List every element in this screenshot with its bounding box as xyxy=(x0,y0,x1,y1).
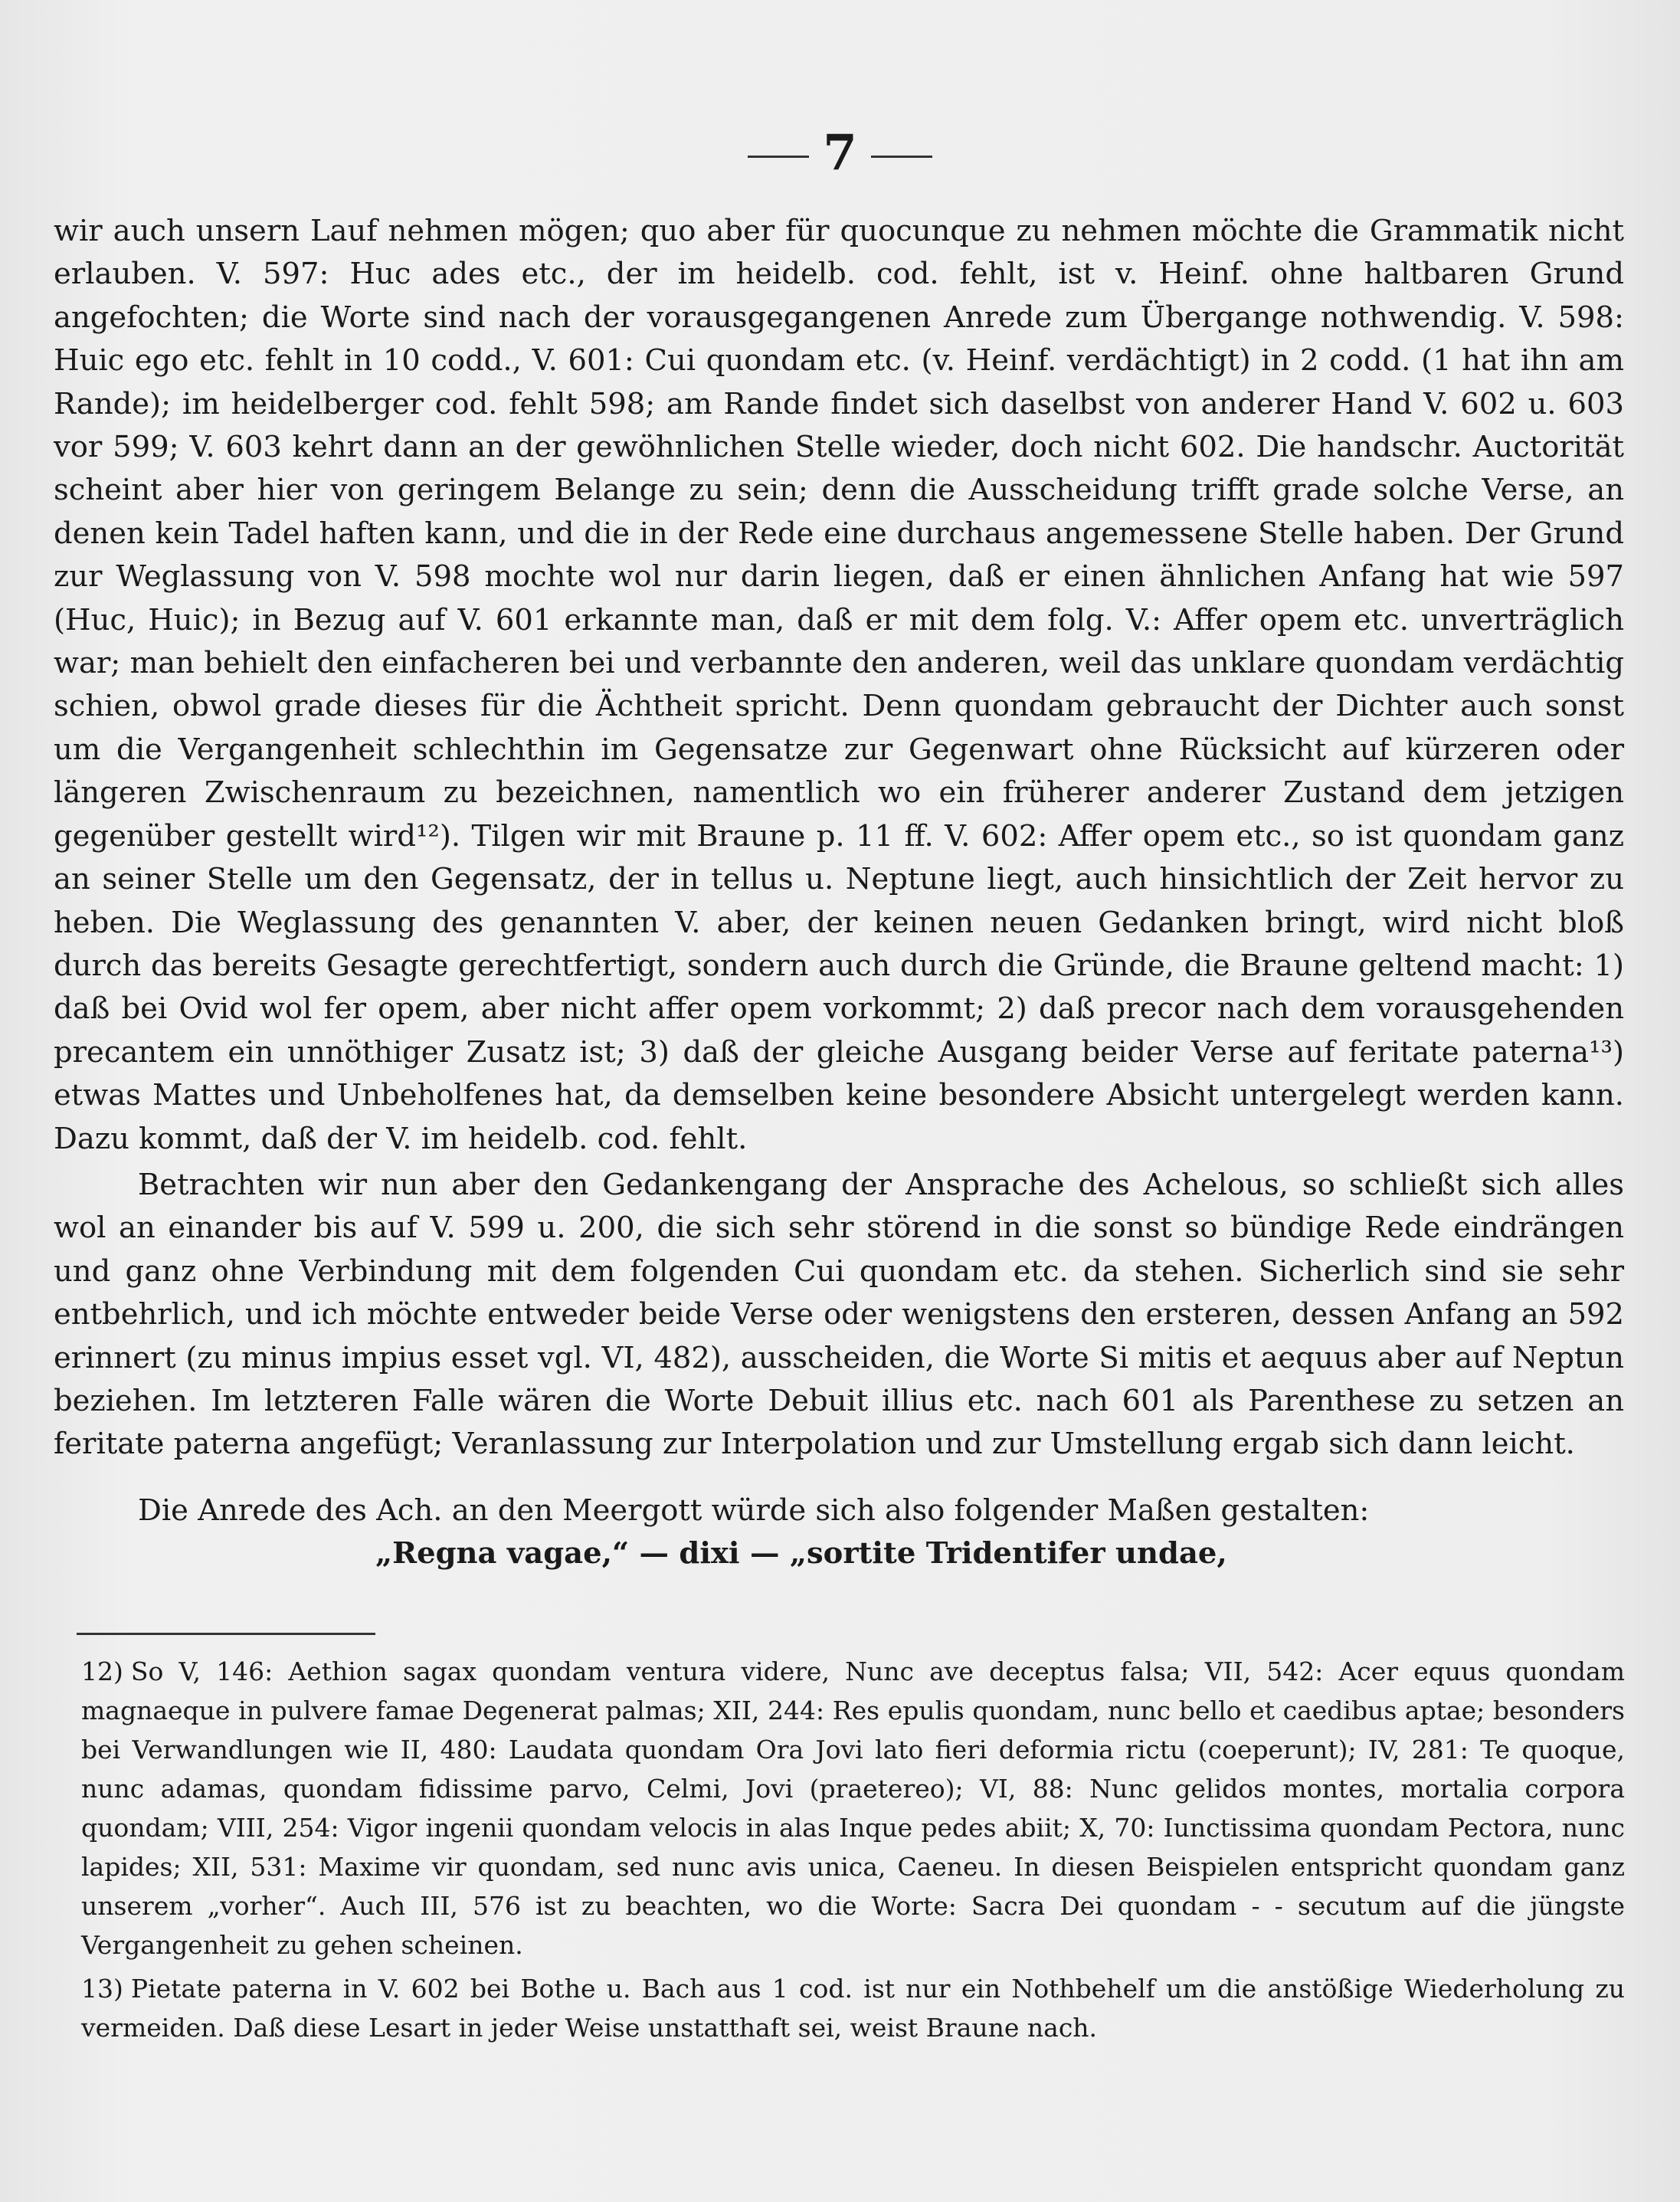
page-header xyxy=(0,124,1680,182)
footnote-13 xyxy=(81,1969,1625,2047)
paragraph-2: Betrachten wir nun aber den Gedankengang der Ansprache des Achelous, so schließt sich alles wol an einander bis auf V. 599 u. 200, die sich sehr störend in die sonst so bündige Rede eindrängen und ganz ohne Verbindung mit dem folgenden Cui quondam etc. da stehen. Sicherlich sind sie sehr entbehrlich, und ich möchte entweder beide Verse oder wenigstens den ersteren, dessen Anfang an 592 erinnert (zu minus impius esset vgl. VI, 482), ausscheiden, die Worte Si mitis et aequus aber auf Neptun beziehen. Im letzteren Falle wären die Worte Debuit illius etc. nach 601 als Parenthese zu setzen an feritate paterna angefügt; Veranlassung zur Interpolation und zur Umstellung ergab sich dann leicht. xyxy=(54,1167,1624,1462)
footnote-number: 12) xyxy=(81,1656,123,1686)
footnote-text: So V, 146: Aethion sagax quondam ventura videre, Nunc ave deceptus falsa; VII, 542: Acer equus quondam magnaeque in pulvere famae Degenerat palmas; XII, 244: Res epulis quondam, nunc bello et caedibus aptae; besonders bei Verwandlungen wie II, 480: Laudata quondam Ora Jovi lato fieri deformia rictu (coeperunt); IV, 281: Te quoque, nunc adamas, quondam fidissime parvo, Celmi, Jovi (praetereo); VI, 88: Nunc gelidos montes, mortalia corpora quondam; VIII, 254: Vigor ingenii quondam velocis in alas Inque pedes abiit; X, 70: Iunctissima quondam Pectora, nunc lapides; XII, 531: Maxime vir quondam, sed nunc avis unica, Caeneu. In diesen Beispielen entspricht quondam ganz unserem „vorher“. Auch III, 576 ist zu beachten, wo die Worte: Sacra Dei quondam - - secutum auf die jüngste Vergangenheit zu gehen scheinen. xyxy=(81,1656,1625,1960)
footnote-number: 13) xyxy=(81,1974,123,2004)
verse-line: „Regna vagae,“ — dixi — „sortite Tridentifer undae, xyxy=(375,1536,1227,1571)
body-text xyxy=(54,210,1624,1576)
footnotes xyxy=(81,1652,1625,2052)
paragraph-3: Die Anrede des Ach. an den Meergott würde sich also folgender Maßen gestalten: xyxy=(138,1493,1370,1528)
page-number: 7 xyxy=(823,124,857,182)
header-dash-left xyxy=(748,156,809,158)
footnote-12 xyxy=(81,1652,1625,1964)
header-dash-right xyxy=(871,156,932,158)
footnote-text: Pietate paterna in V. 602 bei Bothe u. Bach aus 1 cod. ist nur ein Nothbehelf um die anstößige Wiederholung zu vermeiden. Daß diese Lesart in jeder Weise unstatthaft sei, weist Braune nach. xyxy=(81,1974,1625,2043)
footnote-rule xyxy=(77,1633,375,1635)
paragraph-1: wir auch unsern Lauf nehmen mögen; quo aber für quocunque zu nehmen möchte die Grammatik nicht erlauben. V. 597: Huc ades etc., der im heidelb. cod. fehlt, ist v. Heinf. ohne haltbaren Grund angefochten; die Worte sind nach der vorausgegangenen Anrede zum Übergange nothwendig. V. 598: Huic ego etc. fehlt in 10 codd., V. 601: Cui quondam etc. (v. Heinf. verdächtigt) in 2 codd. (1 hat ihn am Rande); im heidelberger cod. fehlt 598; am Rande findet sich daselbst von anderer Hand V. 602 u. 603 vor 599; V. 603 kehrt dann an der gewöhnlichen Stelle wieder, doch nicht 602. Die handschr. Auctorität scheint aber hier von geringem Belange zu sein; denn die Ausscheidung trifft grade solche Verse, an denen kein Tadel haften kann, und die in der Rede eine durchaus angemessene Stelle haben. Der Grund zur Weglassung von V. 598 mochte wol nur darin liegen, daß er einen ähnlichen Anfang hat wie 597 (Huc, Huic); in Bezug auf V. 601 erkannte man, daß er mit dem folg. V.: Affer opem etc. unverträglich war; man behielt den einfacheren bei und verbannte den anderen, weil das unklare quondam verdächtig schien, obwol grade dieses für die Ächtheit spricht. Denn quondam gebraucht der Dichter auch sonst um die Vergangenheit schlechthin im Gegensatze zur Gegenwart ohne Rücksicht auf kürzeren oder längeren Zwischenraum zu bezeichnen, namentlich wo ein früherer anderer Zustand dem jetzigen gegenüber gestellt wird¹²). Tilgen wir mit Braune p. 11 ff. V. 602: Affer opem etc., so ist quondam ganz an seiner Stelle um den Gegensatz, der in tellus u. Neptune liegt, auch hinsichtlich der Zeit hervor zu heben. Die Weglassung des genannten V. aber, der keinen neuen Gedanken bringt, wird nicht bloß durch das bereits Gesagte gerechtfertigt, sondern auch durch die Gründe, die Braune geltend macht: 1) daß bei Ovid wol fer opem, aber nicht affer opem vorkommt; 2) daß precor nach dem vorausgehenden precantem ein unnöthiger Zusatz ist; 3) daß der gleiche Ausgang beider Verse auf feritate paterna¹³) etwas Mattes und Unbeholfenes hat, da demselben keine besondere Absicht untergelegt werden kann. Dazu kommt, daß der V. im heidelb. cod. fehlt. xyxy=(54,214,1624,1156)
